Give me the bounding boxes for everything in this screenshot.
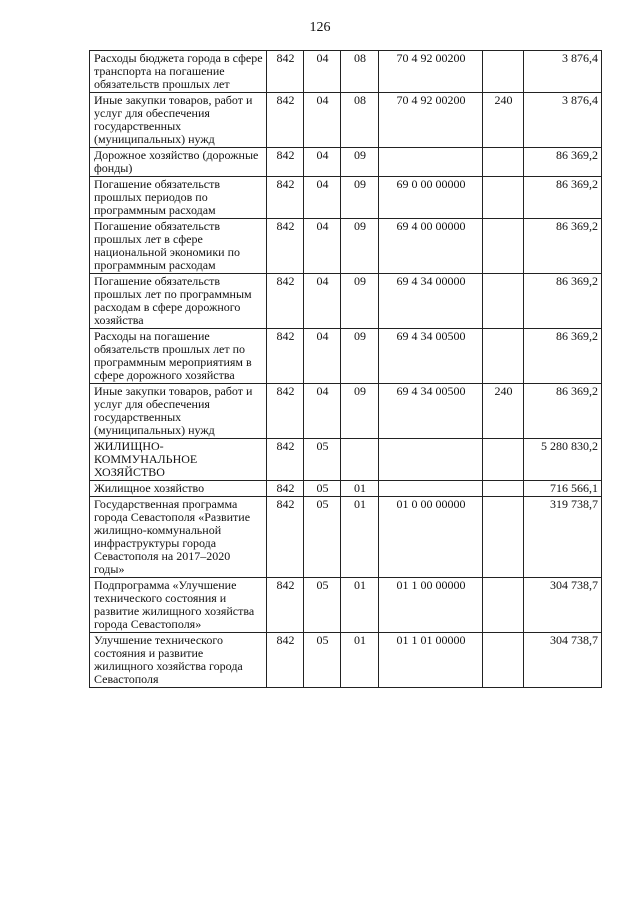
row-csr (379, 481, 483, 497)
row-rz: 04 (304, 93, 341, 148)
table-row (90, 51, 602, 93)
row-ved: 842 (267, 481, 304, 497)
row-sum: 86 369,2 (524, 177, 602, 219)
row-vr (483, 329, 524, 384)
row-vr: 240 (483, 93, 524, 148)
row-vr (483, 439, 524, 481)
row-name: Подпрограмма «Улучшение технического состояния и развитие жилищного хозяйства города Севастополя» (90, 578, 267, 633)
row-pr: 01 (341, 497, 379, 578)
table-row (90, 384, 602, 439)
row-vr (483, 497, 524, 578)
row-pr (341, 439, 379, 481)
row-name: Расходы бюджета города в сфере транспорта на погашение обязательств прошлых лет (90, 51, 267, 93)
row-sum: 3 876,4 (524, 93, 602, 148)
row-name: Погашение обязательств прошлых периодов по программным расходам (90, 177, 267, 219)
row-sum: 304 738,7 (524, 578, 602, 633)
row-csr (379, 148, 483, 177)
row-name: Погашение обязательств прошлых лет по программным расходам в сфере дорожного хозяйства (90, 274, 267, 329)
table-row (90, 93, 602, 148)
table-row (90, 578, 602, 633)
row-ved: 842 (267, 329, 304, 384)
row-rz: 05 (304, 481, 341, 497)
table-row (90, 329, 602, 384)
row-csr: 01 1 01 00000 (379, 633, 483, 688)
table-row (90, 633, 602, 688)
row-pr: 09 (341, 148, 379, 177)
table-row (90, 497, 602, 578)
row-ved: 842 (267, 93, 304, 148)
row-ved: 842 (267, 274, 304, 329)
row-name: Иные закупки товаров, работ и услуг для обеспечения государственных (муниципальных) нужд (90, 384, 267, 439)
row-vr: 240 (483, 384, 524, 439)
row-vr (483, 481, 524, 497)
budget-table (89, 50, 602, 688)
row-pr: 01 (341, 633, 379, 688)
row-pr: 09 (341, 329, 379, 384)
row-pr: 08 (341, 51, 379, 93)
budget-table-body (90, 51, 602, 688)
row-name: Жилищное хозяйство (90, 481, 267, 497)
row-csr: 69 4 34 00500 (379, 384, 483, 439)
row-pr: 01 (341, 578, 379, 633)
row-pr: 09 (341, 384, 379, 439)
row-vr (483, 633, 524, 688)
row-vr (483, 578, 524, 633)
row-name: Улучшение технического состояния и развитие жилищного хозяйства города Севастополя (90, 633, 267, 688)
row-ved: 842 (267, 439, 304, 481)
row-sum: 319 738,7 (524, 497, 602, 578)
row-csr: 69 4 34 00000 (379, 274, 483, 329)
row-sum: 5 280 830,2 (524, 439, 602, 481)
row-ved: 842 (267, 51, 304, 93)
row-rz: 05 (304, 439, 341, 481)
row-sum: 86 369,2 (524, 274, 602, 329)
row-pr: 09 (341, 219, 379, 274)
row-rz: 04 (304, 51, 341, 93)
row-sum: 3 876,4 (524, 51, 602, 93)
row-csr: 01 1 00 00000 (379, 578, 483, 633)
page-number: 126 (309, 20, 331, 35)
row-rz: 04 (304, 177, 341, 219)
row-csr (379, 439, 483, 481)
row-name: ЖИЛИЩНО-КОММУНАЛЬНОЕ ХОЗЯЙСТВО (90, 439, 267, 481)
row-csr: 01 0 00 00000 (379, 497, 483, 578)
row-pr: 01 (341, 481, 379, 497)
row-sum: 716 566,1 (524, 481, 602, 497)
table-row (90, 274, 602, 329)
table-row (90, 219, 602, 274)
table-row (90, 481, 602, 497)
row-ved: 842 (267, 384, 304, 439)
row-rz: 04 (304, 384, 341, 439)
row-csr: 69 4 00 00000 (379, 219, 483, 274)
row-name: Государственная программа города Севастополя «Развитие жилищно-коммунальной инфраструктуры города Севастополя на 2017–2020 годы» (90, 497, 267, 578)
row-sum: 304 738,7 (524, 633, 602, 688)
row-name: Погашение обязательств прошлых лет в сфере национальной экономики по программным расходам (90, 219, 267, 274)
row-rz: 04 (304, 148, 341, 177)
row-pr: 08 (341, 93, 379, 148)
row-vr (483, 274, 524, 329)
row-sum: 86 369,2 (524, 329, 602, 384)
table-row (90, 148, 602, 177)
row-vr (483, 148, 524, 177)
row-csr: 70 4 92 00200 (379, 51, 483, 93)
row-rz: 05 (304, 633, 341, 688)
row-name: Дорожное хозяйство (дорожные фонды) (90, 148, 267, 177)
row-rz: 04 (304, 219, 341, 274)
row-pr: 09 (341, 274, 379, 329)
row-vr (483, 219, 524, 274)
row-ved: 842 (267, 219, 304, 274)
row-ved: 842 (267, 177, 304, 219)
row-ved: 842 (267, 148, 304, 177)
row-name: Иные закупки товаров, работ и услуг для обеспечения государственных (муниципальных) нужд (90, 93, 267, 148)
row-sum: 86 369,2 (524, 384, 602, 439)
row-csr: 69 4 34 00500 (379, 329, 483, 384)
row-rz: 04 (304, 329, 341, 384)
row-sum: 86 369,2 (524, 219, 602, 274)
row-name: Расходы на погашение обязательств прошлых лет по программным мероприятиям в сфере дорожного хозяйства (90, 329, 267, 384)
row-rz: 05 (304, 578, 341, 633)
row-sum: 86 369,2 (524, 148, 602, 177)
row-ved: 842 (267, 497, 304, 578)
row-csr: 69 0 00 00000 (379, 177, 483, 219)
row-rz: 04 (304, 274, 341, 329)
row-vr (483, 177, 524, 219)
row-ved: 842 (267, 578, 304, 633)
row-csr: 70 4 92 00200 (379, 93, 483, 148)
table-row (90, 177, 602, 219)
row-rz: 05 (304, 497, 341, 578)
row-ved: 842 (267, 633, 304, 688)
table-row (90, 439, 602, 481)
row-vr (483, 51, 524, 93)
row-pr: 09 (341, 177, 379, 219)
